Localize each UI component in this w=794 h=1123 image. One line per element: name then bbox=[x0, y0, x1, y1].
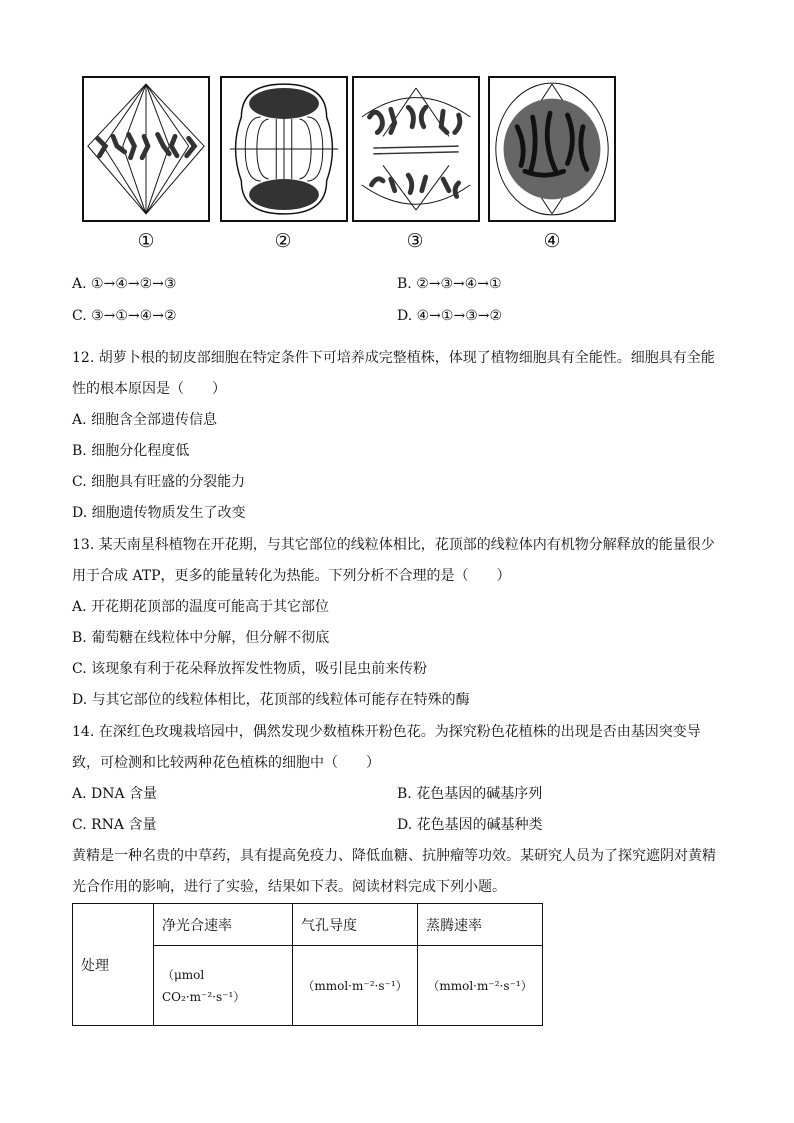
mitosis-figure bbox=[82, 76, 622, 226]
shading-data-table bbox=[72, 903, 543, 1026]
q11-option-d: D. ④→①→③→② bbox=[397, 308, 503, 324]
table-col-header-net-photosynthesis: 净光合速率 bbox=[154, 904, 293, 946]
table-unit-net-photosynthesis: （μmol CO₂·m⁻²·s⁻¹） bbox=[154, 946, 293, 1026]
passage-line2: 光合作用的影响，进行了实验，结果如下表。阅读材料完成下列小题。 bbox=[72, 879, 506, 895]
q12-option-b: B. 细胞分化程度低 bbox=[72, 443, 190, 459]
passage-line1: 黄精是一种名贵的中草药，具有提高免疫力、降低血糖、抗肿瘤等功效。某研究人员为了探究遮阴对黄精 bbox=[72, 848, 716, 864]
table-col-header-transpiration: 蒸腾速率 bbox=[418, 904, 543, 946]
table-row-header: 处理 bbox=[73, 904, 154, 1026]
figure-label-3: ③ bbox=[406, 230, 424, 252]
q12-option-c: C. 细胞具有旺盛的分裂能力 bbox=[72, 474, 246, 490]
table-unit-transpiration: （mmol·m⁻²·s⁻¹） bbox=[418, 946, 543, 1026]
q11-option-b: B. ②→③→④→① bbox=[397, 276, 502, 292]
q12-option-a: A. 细胞含全部遗传信息 bbox=[72, 412, 218, 428]
prophase-cell-image bbox=[488, 76, 616, 222]
metaphase-cell-image bbox=[82, 76, 210, 222]
q12-stem-line1: 12. 胡萝卜根的韧皮部细胞在特定条件下可培养成完整植株，体现了植物细胞具有全能性。细胞具有全能 bbox=[72, 350, 715, 366]
telophase-cell-image bbox=[220, 76, 348, 222]
anaphase-cell-image bbox=[352, 76, 480, 222]
q14-stem-line2: 致，可检测和比较两种花色植株的细胞中（ ） bbox=[72, 755, 380, 771]
figure-label-2: ② bbox=[274, 230, 292, 252]
q13-stem-line1: 13. 某天南星科植物在开花期，与其它部位的线粒体相比，花顶部的线粒体内有机物分解释放的能量很少 bbox=[72, 537, 715, 553]
table-col-header-stomatal-conductance: 气孔导度 bbox=[293, 904, 418, 946]
q14-stem-line1: 14. 在深红色玫瑰栽培园中，偶然发现少数植株开粉色花。为探究粉色花植株的出现是否由基因突变导 bbox=[72, 724, 701, 740]
q14-option-b: B. 花色基因的碱基序列 bbox=[397, 786, 543, 802]
q13-option-c: C. 该现象有利于花朵释放挥发性物质，吸引昆虫前来传粉 bbox=[72, 661, 428, 677]
q14-option-c: C. RNA 含量 bbox=[72, 817, 157, 833]
q13-option-d: D. 与其它部位的线粒体相比，花顶部的线粒体可能存在特殊的酶 bbox=[72, 692, 470, 708]
q13-option-b: B. 葡萄糖在线粒体中分解，但分解不彻底 bbox=[72, 630, 330, 646]
figure-label-4: ④ bbox=[543, 230, 561, 252]
q13-stem-line2: 用于合成 ATP，更多的能量转化为热能。下列分析不合理的是（ ） bbox=[72, 568, 511, 584]
q14-option-d: D. 花色基因的碱基种类 bbox=[397, 817, 543, 833]
q14-option-a: A. DNA 含量 bbox=[72, 786, 158, 802]
q11-option-a: A. ①→④→②→③ bbox=[72, 276, 177, 292]
table-unit-stomatal-conductance: （mmol·m⁻²·s⁻¹） bbox=[293, 946, 418, 1026]
q11-option-c: C. ③→①→④→② bbox=[72, 308, 177, 324]
q13-option-a: A. 开花期花顶部的温度可能高于其它部位 bbox=[72, 599, 330, 615]
q12-stem-line2: 性的根本原因是（ ） bbox=[72, 381, 226, 397]
figure-label-1: ① bbox=[137, 230, 155, 252]
q12-option-d: D. 细胞遗传物质发生了改变 bbox=[72, 505, 246, 521]
